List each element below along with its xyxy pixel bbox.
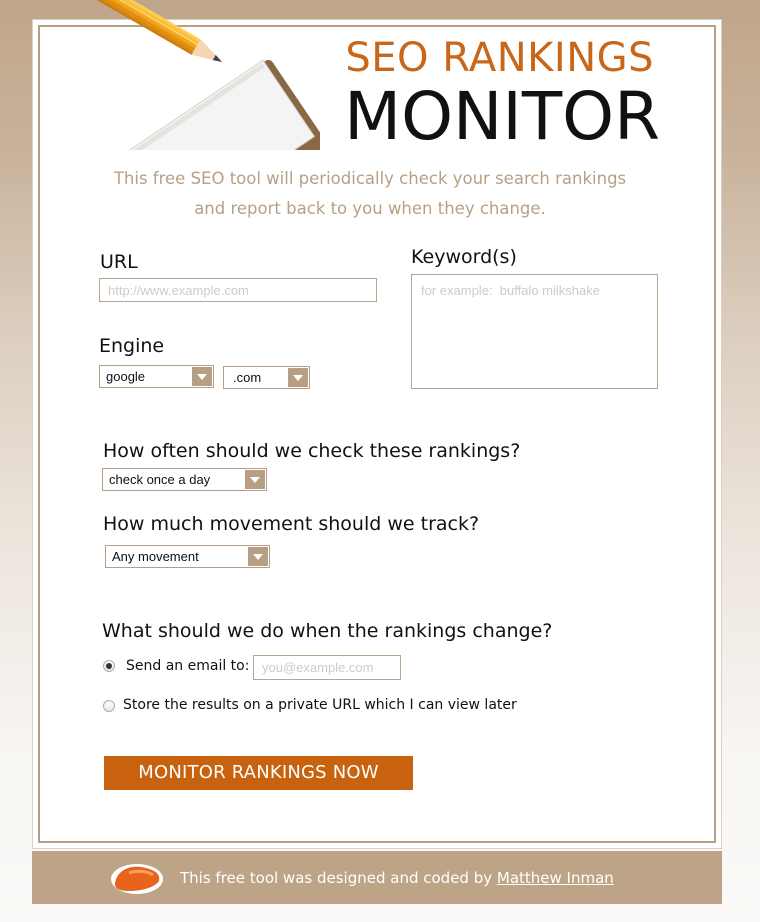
tld-select-value: .com [233, 370, 262, 385]
footer-text [180, 869, 614, 887]
oatmeal-logo-icon [109, 859, 167, 897]
footer-credit: This free tool was designed and coded by [180, 869, 493, 887]
private-url-radio-label[interactable]: Store the results on a private URL which I can view later [123, 697, 517, 713]
chevron-down-icon [248, 547, 268, 566]
engine-select-value: google [106, 369, 146, 384]
chevron-down-icon [288, 368, 308, 387]
frequency-select[interactable] [102, 468, 267, 491]
title-monitor: MONITOR [344, 78, 660, 155]
tld-select[interactable] [223, 366, 310, 389]
footer [32, 851, 722, 904]
email-input[interactable] [253, 655, 401, 680]
chevron-down-icon [192, 367, 212, 386]
url-input[interactable] [99, 278, 377, 302]
intro-line-2: and report back to you when they change. [194, 199, 546, 218]
chevron-down-icon [245, 470, 265, 489]
monitor-rankings-button[interactable]: MONITOR RANKINGS NOW [104, 756, 413, 790]
movement-select-value: Any movement [112, 549, 199, 564]
movement-label: How much movement should we track? [103, 513, 480, 535]
frequency-label: How often should we check these rankings? [103, 440, 521, 462]
engine-select[interactable] [99, 365, 214, 388]
action-label: What should we do when the rankings change? [102, 620, 553, 642]
movement-select[interactable] [105, 545, 270, 568]
keywords-textarea[interactable] [411, 274, 658, 389]
keywords-label: Keyword(s) [411, 246, 517, 268]
url-label: URL [100, 251, 138, 273]
private-url-radio[interactable] [103, 700, 115, 712]
email-radio-label[interactable]: Send an email to: [126, 658, 250, 674]
author-link[interactable]: Matthew Inman [496, 869, 614, 887]
clipboard-pencil-icon [0, 0, 320, 150]
title-seo-rankings: SEO RANKINGS [345, 35, 654, 81]
frequency-select-value: check once a day [109, 472, 211, 487]
intro-text [90, 164, 650, 224]
email-radio[interactable] [103, 660, 115, 672]
engine-label: Engine [99, 335, 165, 357]
intro-line-1: This free SEO tool will periodically check your search rankings [113, 169, 627, 188]
